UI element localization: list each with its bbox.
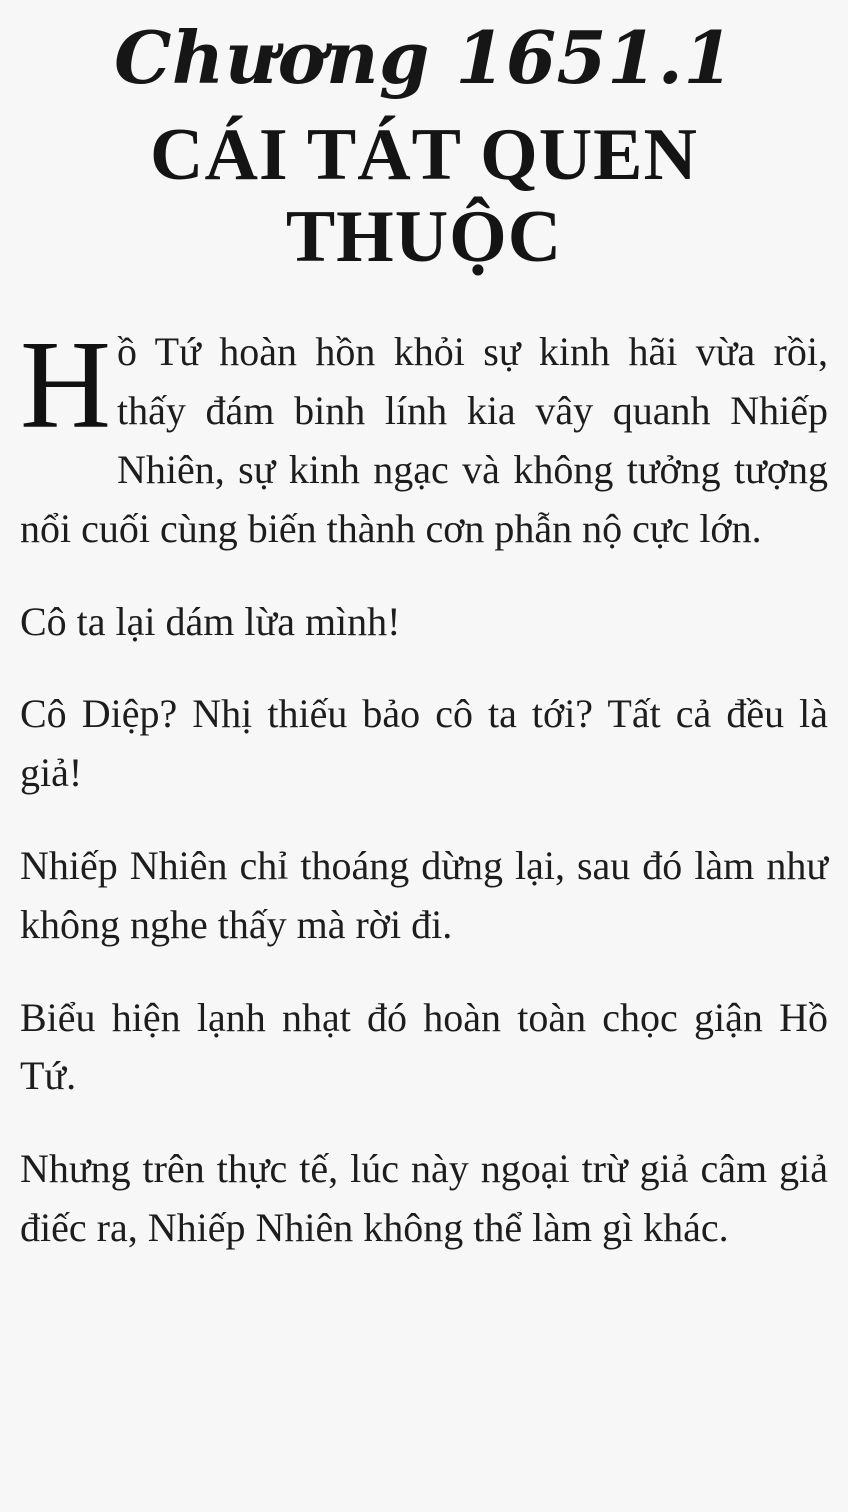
paragraph: Cô Diệp? Nhị thiếu bảo cô ta tới? Tất cả đều là giả! — [20, 691, 828, 796]
paragraph: Nhiếp Nhiên chỉ thoáng dừng lại, sau đó làm như không nghe thấy mà rời đi. — [20, 842, 828, 947]
paragraph: Biểu hiện lạnh nhạt đó hoàn toàn chọc giận Hồ Tứ. — [20, 994, 828, 1099]
paragraph: Cô ta lại dám lừa mình! — [20, 598, 401, 644]
chapter-title: CÁI TÁT QUEN THUỘC — [150, 113, 698, 279]
chapter-body — [20, 316, 828, 1257]
chapter-number: Chương 1651.1 — [114, 15, 734, 100]
paragraph: Nhưng trên thực tế, lúc này ngoại trừ giả câm giả điếc ra, Nhiếp Nhiên không thể làm gì khác. — [20, 1146, 828, 1250]
paragraph: Hồ Tứ hoàn hồn khỏi sự kinh hãi vừa rồi, thấy đám binh lính kia vây quanh Nhiếp Nhiên, sự kinh ngạc và không tưởng tượng nổi cuối cùng biến thành cơn phẫn nộ cực lớn. — [20, 316, 828, 551]
